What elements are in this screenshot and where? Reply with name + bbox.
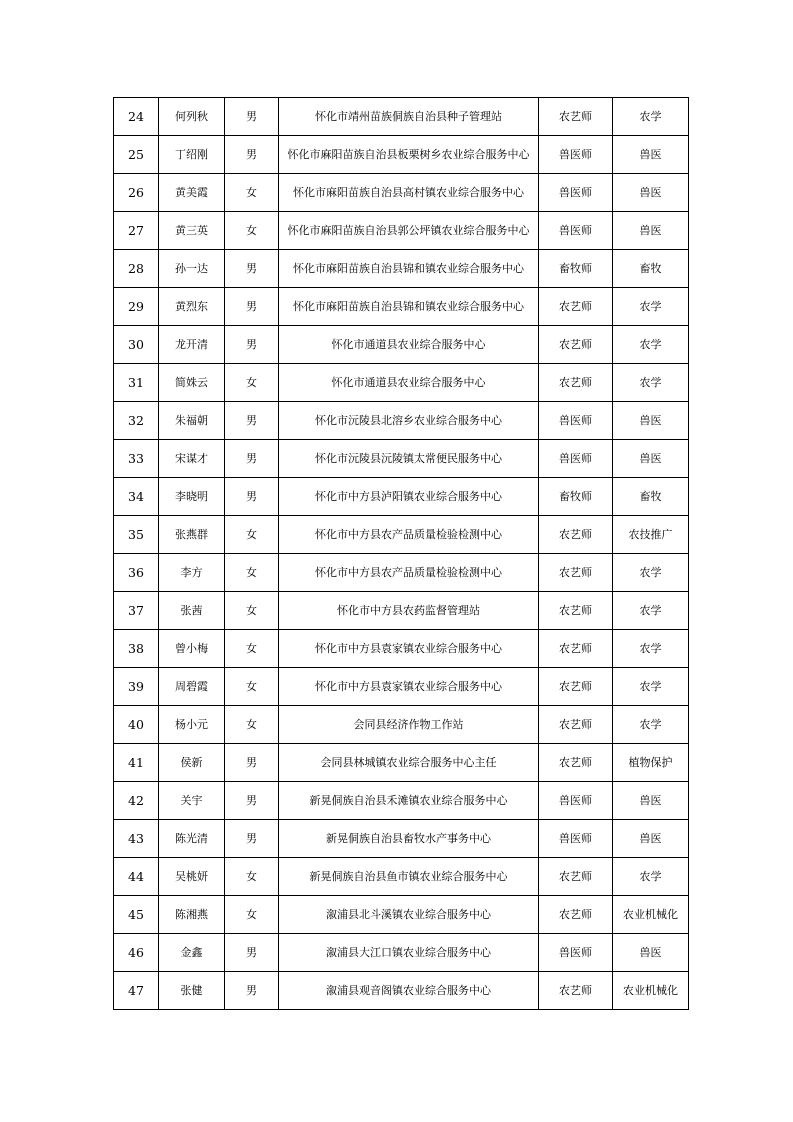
- cell-gender: 男: [225, 98, 279, 136]
- cell-title: 农艺师: [539, 858, 613, 896]
- cell-gender: 男: [225, 782, 279, 820]
- cell-gender: 女: [225, 706, 279, 744]
- cell-gender: 男: [225, 820, 279, 858]
- cell-number: 44: [114, 858, 159, 896]
- cell-name: 陈湘燕: [159, 896, 225, 934]
- cell-name: 曾小梅: [159, 630, 225, 668]
- personnel-table: [113, 97, 689, 1010]
- cell-number: 26: [114, 174, 159, 212]
- cell-number: 36: [114, 554, 159, 592]
- cell-title: 农艺师: [539, 364, 613, 402]
- cell-name: 李晓明: [159, 478, 225, 516]
- cell-gender: 男: [225, 972, 279, 1010]
- cell-gender: 男: [225, 934, 279, 972]
- cell-title: 兽医师: [539, 820, 613, 858]
- table-row: [114, 706, 689, 744]
- cell-title: 农艺师: [539, 744, 613, 782]
- table-row: [114, 820, 689, 858]
- cell-major: 植物保护: [613, 744, 689, 782]
- table-row: [114, 782, 689, 820]
- table-row: [114, 972, 689, 1010]
- cell-gender: 女: [225, 516, 279, 554]
- cell-number: 31: [114, 364, 159, 402]
- cell-major: 畜牧: [613, 250, 689, 288]
- cell-number: 33: [114, 440, 159, 478]
- cell-name: 简姝云: [159, 364, 225, 402]
- cell-name: 宋谋才: [159, 440, 225, 478]
- cell-number: 45: [114, 896, 159, 934]
- cell-title: 畜牧师: [539, 250, 613, 288]
- cell-workplace: 怀化市通道县农业综合服务中心: [279, 364, 539, 402]
- cell-major: 兽医: [613, 820, 689, 858]
- cell-name: 何列秋: [159, 98, 225, 136]
- cell-gender: 女: [225, 896, 279, 934]
- cell-name: 黄美霞: [159, 174, 225, 212]
- cell-workplace: 怀化市中方县泸阳镇农业综合服务中心: [279, 478, 539, 516]
- cell-name: 黄烈东: [159, 288, 225, 326]
- cell-number: 42: [114, 782, 159, 820]
- cell-gender: 男: [225, 288, 279, 326]
- cell-title: 农艺师: [539, 896, 613, 934]
- table-row: [114, 516, 689, 554]
- cell-workplace: 怀化市麻阳苗族自治县锦和镇农业综合服务中心: [279, 288, 539, 326]
- cell-major: 兽医: [613, 174, 689, 212]
- cell-workplace: 溆浦县大江口镇农业综合服务中心: [279, 934, 539, 972]
- cell-major: 农学: [613, 288, 689, 326]
- cell-title: 兽医师: [539, 212, 613, 250]
- table-row: [114, 630, 689, 668]
- cell-gender: 男: [225, 744, 279, 782]
- cell-number: 24: [114, 98, 159, 136]
- cell-number: 32: [114, 402, 159, 440]
- cell-title: 农艺师: [539, 972, 613, 1010]
- cell-title: 农艺师: [539, 706, 613, 744]
- cell-major: 兽医: [613, 402, 689, 440]
- cell-name: 李方: [159, 554, 225, 592]
- cell-name: 朱福朝: [159, 402, 225, 440]
- table-row: [114, 896, 689, 934]
- cell-name: 龙开清: [159, 326, 225, 364]
- cell-major: 农学: [613, 98, 689, 136]
- cell-gender: 女: [225, 174, 279, 212]
- cell-name: 张茜: [159, 592, 225, 630]
- cell-workplace: 怀化市中方县农产品质量检验检测中心: [279, 554, 539, 592]
- cell-number: 34: [114, 478, 159, 516]
- cell-major: 农学: [613, 554, 689, 592]
- cell-title: 农艺师: [539, 516, 613, 554]
- cell-workplace: 怀化市中方县农药监督管理站: [279, 592, 539, 630]
- cell-major: 农学: [613, 592, 689, 630]
- cell-name: 关宇: [159, 782, 225, 820]
- cell-gender: 女: [225, 554, 279, 592]
- cell-major: 农业机械化: [613, 896, 689, 934]
- cell-name: 张燕群: [159, 516, 225, 554]
- cell-gender: 女: [225, 364, 279, 402]
- cell-major: 畜牧: [613, 478, 689, 516]
- cell-number: 27: [114, 212, 159, 250]
- cell-title: 兽医师: [539, 440, 613, 478]
- cell-title: 兽医师: [539, 782, 613, 820]
- cell-workplace: 怀化市中方县农产品质量检验检测中心: [279, 516, 539, 554]
- cell-name: 金鑫: [159, 934, 225, 972]
- table-row: [114, 592, 689, 630]
- cell-workplace: 怀化市中方县袁家镇农业综合服务中心: [279, 630, 539, 668]
- cell-title: 农艺师: [539, 668, 613, 706]
- table-row: [114, 402, 689, 440]
- table-row: [114, 98, 689, 136]
- cell-title: 农艺师: [539, 98, 613, 136]
- cell-major: 农学: [613, 706, 689, 744]
- cell-workplace: 怀化市麻阳苗族自治县板栗树乡农业综合服务中心: [279, 136, 539, 174]
- cell-gender: 女: [225, 212, 279, 250]
- cell-number: 28: [114, 250, 159, 288]
- cell-title: 兽医师: [539, 934, 613, 972]
- cell-gender: 男: [225, 136, 279, 174]
- cell-title: 农艺师: [539, 630, 613, 668]
- cell-number: 30: [114, 326, 159, 364]
- cell-workplace: 怀化市麻阳苗族自治县郭公坪镇农业综合服务中心: [279, 212, 539, 250]
- cell-gender: 女: [225, 630, 279, 668]
- cell-major: 兽医: [613, 136, 689, 174]
- cell-number: 40: [114, 706, 159, 744]
- cell-name: 黄三英: [159, 212, 225, 250]
- cell-workplace: 溆浦县观音阁镇农业综合服务中心: [279, 972, 539, 1010]
- cell-gender: 女: [225, 592, 279, 630]
- cell-name: 陈光清: [159, 820, 225, 858]
- cell-major: 农学: [613, 668, 689, 706]
- cell-workplace: 新晃侗族自治县禾滩镇农业综合服务中心: [279, 782, 539, 820]
- table-row: [114, 934, 689, 972]
- cell-gender: 男: [225, 478, 279, 516]
- cell-number: 25: [114, 136, 159, 174]
- cell-number: 39: [114, 668, 159, 706]
- cell-gender: 男: [225, 250, 279, 288]
- cell-name: 张健: [159, 972, 225, 1010]
- cell-title: 农艺师: [539, 554, 613, 592]
- cell-name: 周碧霞: [159, 668, 225, 706]
- table-row: [114, 858, 689, 896]
- cell-gender: 女: [225, 668, 279, 706]
- cell-number: 29: [114, 288, 159, 326]
- cell-major: 农学: [613, 326, 689, 364]
- cell-major: 农业机械化: [613, 972, 689, 1010]
- cell-title: 农艺师: [539, 592, 613, 630]
- table-row: [114, 478, 689, 516]
- table-row: [114, 668, 689, 706]
- cell-title: 兽医师: [539, 136, 613, 174]
- cell-name: 丁绍刚: [159, 136, 225, 174]
- table-row: [114, 174, 689, 212]
- cell-workplace: 会同县林城镇农业综合服务中心主任: [279, 744, 539, 782]
- cell-major: 农学: [613, 630, 689, 668]
- cell-workplace: 新晃侗族自治县畜牧水产事务中心: [279, 820, 539, 858]
- cell-number: 35: [114, 516, 159, 554]
- cell-major: 兽医: [613, 440, 689, 478]
- cell-name: 侯新: [159, 744, 225, 782]
- table-row: [114, 744, 689, 782]
- cell-name: 孙一达: [159, 250, 225, 288]
- cell-workplace: 怀化市麻阳苗族自治县高村镇农业综合服务中心: [279, 174, 539, 212]
- cell-title: 兽医师: [539, 402, 613, 440]
- table-body: [114, 98, 689, 1010]
- cell-workplace: 怀化市中方县袁家镇农业综合服务中心: [279, 668, 539, 706]
- cell-major: 兽医: [613, 934, 689, 972]
- cell-major: 农学: [613, 858, 689, 896]
- cell-name: 杨小元: [159, 706, 225, 744]
- cell-major: 农技推广: [613, 516, 689, 554]
- cell-number: 38: [114, 630, 159, 668]
- cell-workplace: 怀化市麻阳苗族自治县锦和镇农业综合服务中心: [279, 250, 539, 288]
- table-row: [114, 136, 689, 174]
- cell-major: 兽医: [613, 212, 689, 250]
- cell-workplace: 怀化市沅陵县沅陵镇太常便民服务中心: [279, 440, 539, 478]
- cell-number: 43: [114, 820, 159, 858]
- cell-workplace: 会同县经济作物工作站: [279, 706, 539, 744]
- table-row: [114, 364, 689, 402]
- cell-workplace: 怀化市靖州苗族侗族自治县种子管理站: [279, 98, 539, 136]
- cell-gender: 男: [225, 326, 279, 364]
- cell-workplace: 溆浦县北斗溪镇农业综合服务中心: [279, 896, 539, 934]
- table-row: [114, 288, 689, 326]
- cell-title: 畜牧师: [539, 478, 613, 516]
- cell-number: 37: [114, 592, 159, 630]
- table-row: [114, 212, 689, 250]
- cell-workplace: 怀化市通道县农业综合服务中心: [279, 326, 539, 364]
- table-row: [114, 250, 689, 288]
- cell-gender: 男: [225, 402, 279, 440]
- cell-workplace: 怀化市沅陵县北溶乡农业综合服务中心: [279, 402, 539, 440]
- cell-number: 41: [114, 744, 159, 782]
- cell-title: 兽医师: [539, 174, 613, 212]
- cell-gender: 男: [225, 440, 279, 478]
- table-row: [114, 440, 689, 478]
- cell-workplace: 新晃侗族自治县鱼市镇农业综合服务中心: [279, 858, 539, 896]
- table-row: [114, 326, 689, 364]
- cell-title: 农艺师: [539, 288, 613, 326]
- cell-gender: 女: [225, 858, 279, 896]
- cell-number: 47: [114, 972, 159, 1010]
- cell-number: 46: [114, 934, 159, 972]
- cell-name: 吴桃妍: [159, 858, 225, 896]
- cell-major: 兽医: [613, 782, 689, 820]
- table-row: [114, 554, 689, 592]
- cell-major: 农学: [613, 364, 689, 402]
- cell-title: 农艺师: [539, 326, 613, 364]
